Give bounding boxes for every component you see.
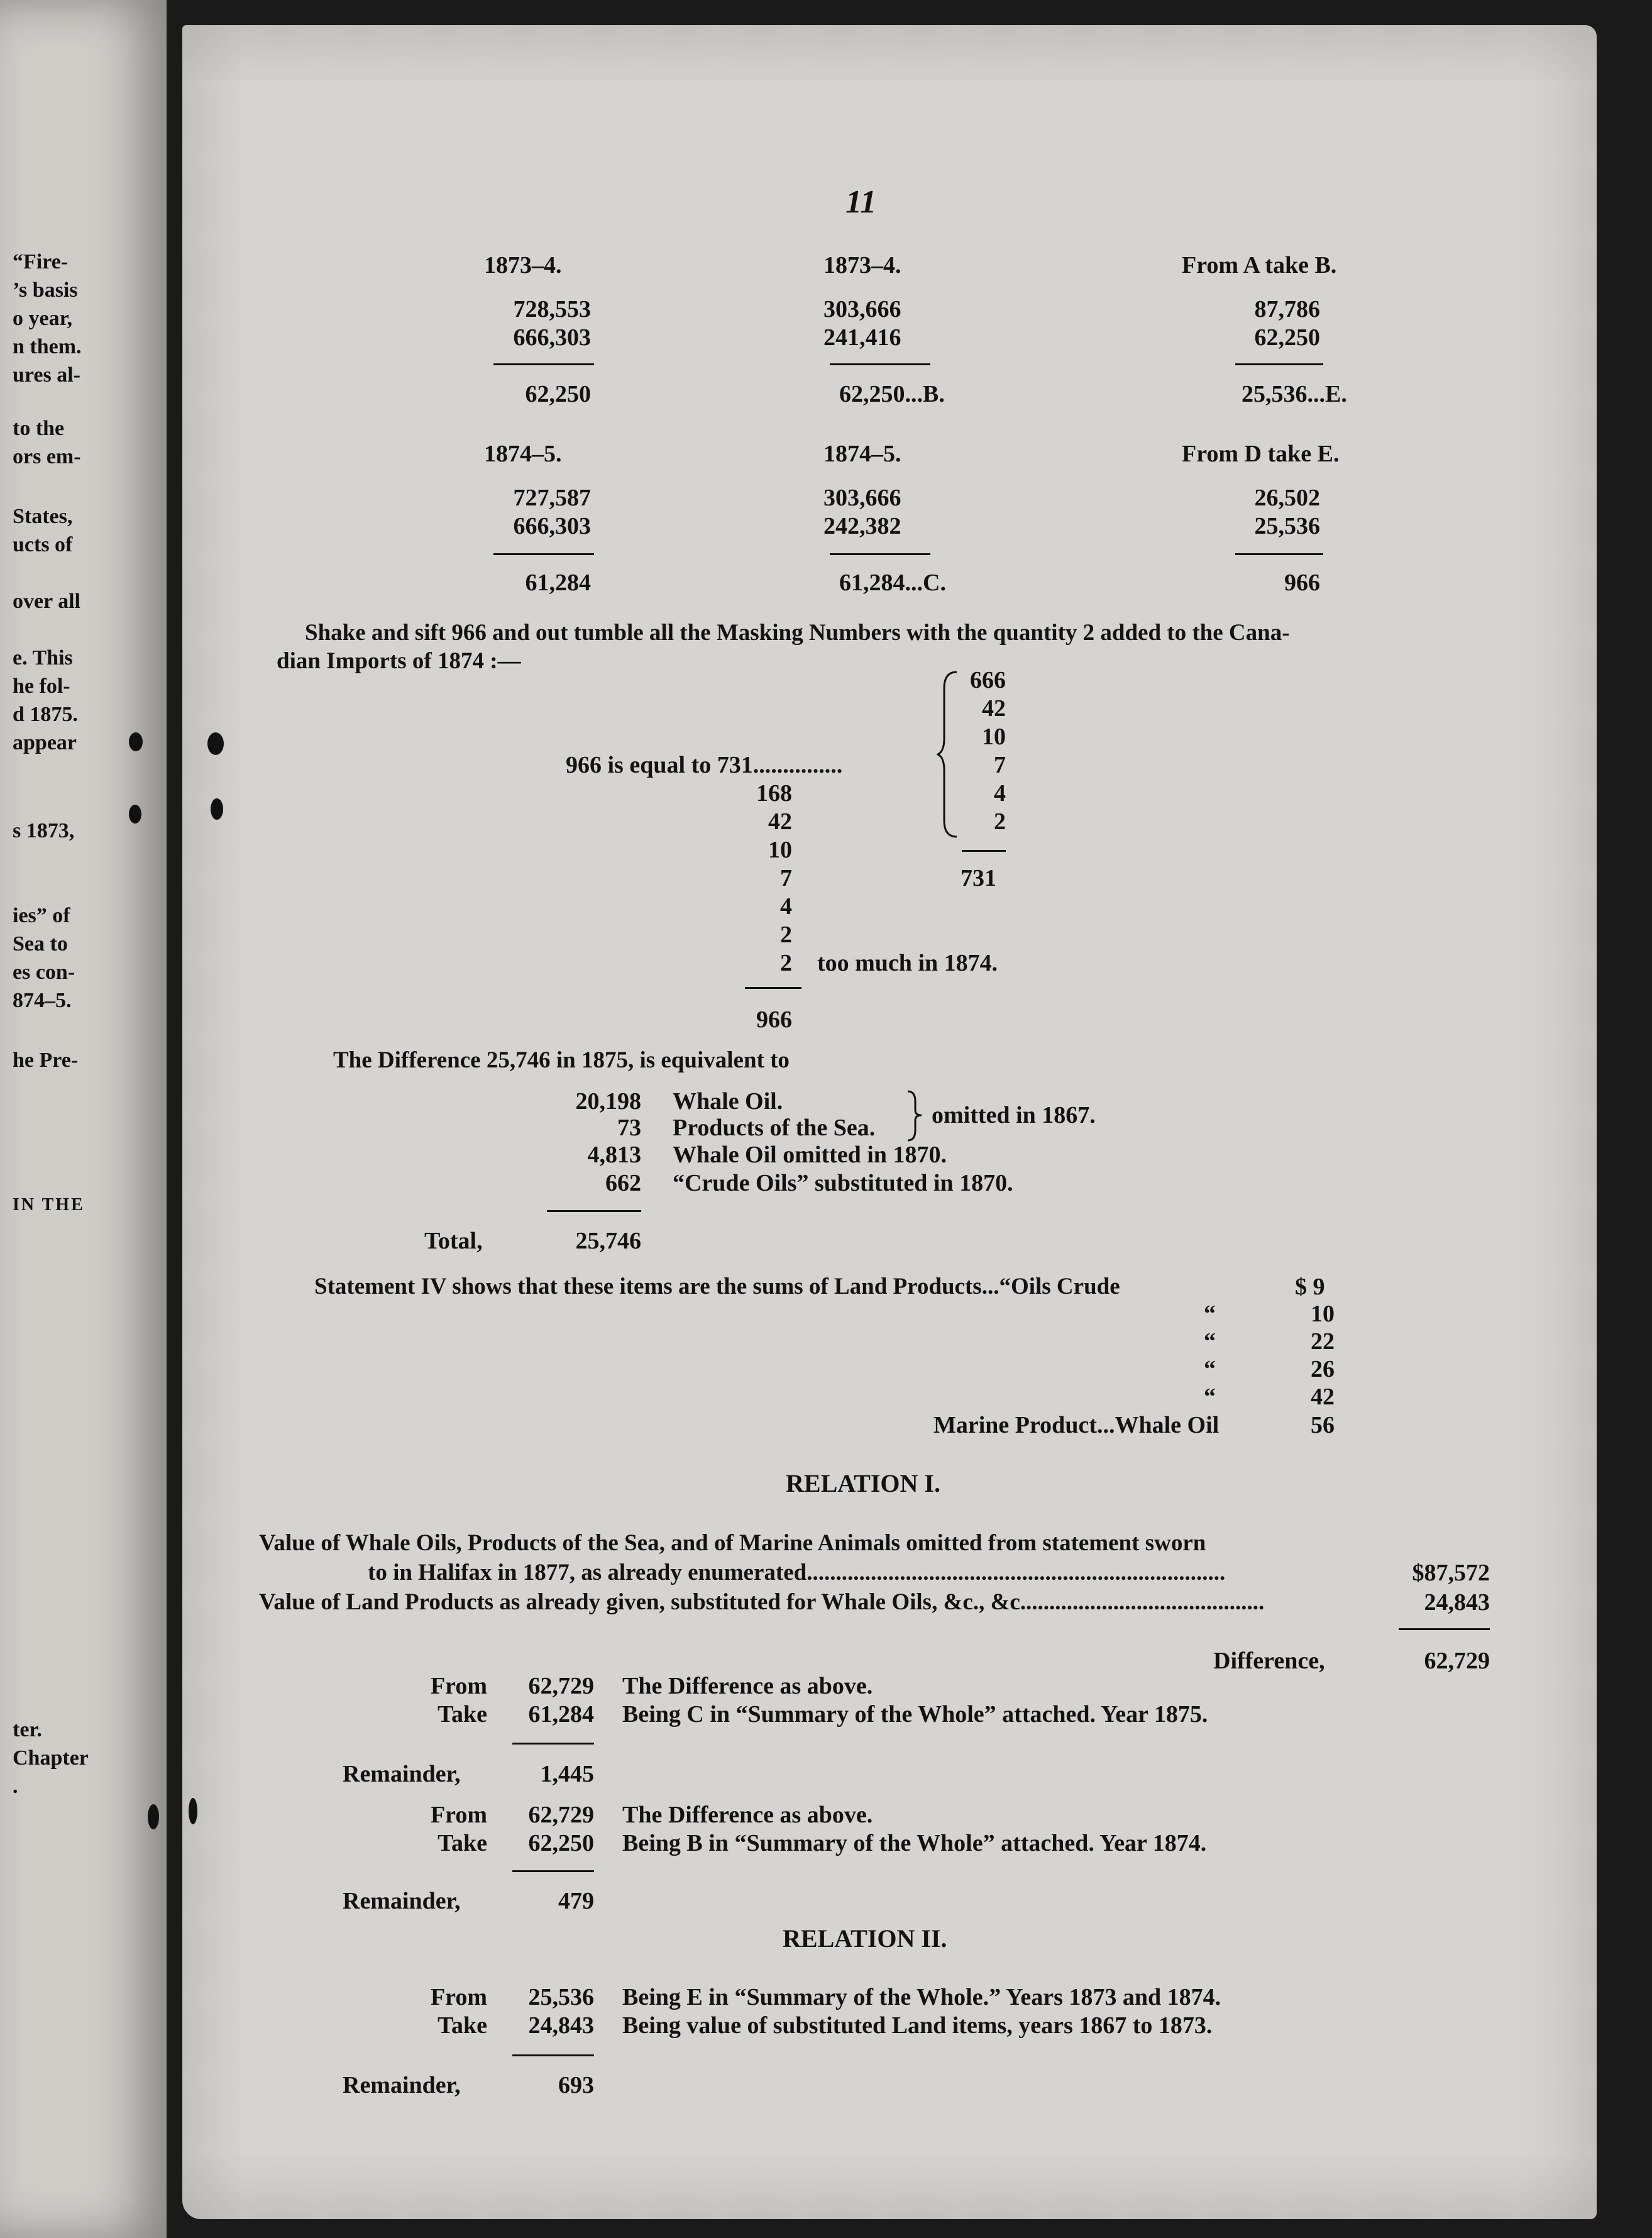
margin-line: appear [13, 731, 77, 754]
col2-value: 303,666 [823, 485, 901, 511]
sum-rule [830, 363, 930, 365]
hole-mark [207, 732, 224, 755]
calc-from-desc: The Difference as above. [622, 1673, 873, 1699]
omitted-note: omitted in 1867. [932, 1102, 1096, 1128]
sum-rule [1399, 1628, 1490, 1630]
breakdown-right-item: 2 [994, 808, 1006, 835]
calc-from-value: 62,729 [528, 1802, 594, 1828]
breakdown-right-item: 7 [994, 752, 1006, 778]
calc-from-desc: The Difference as above. [622, 1802, 873, 1828]
margin-line: n them. [13, 335, 82, 358]
col2-result: 62,250...B. [839, 381, 945, 407]
difference-amount: 4,813 [587, 1142, 641, 1168]
margin-line: s 1873, [13, 819, 75, 842]
oil-value: 42 [1311, 1384, 1335, 1410]
margin-line: . [13, 1775, 18, 1798]
sum-rule [962, 850, 1006, 852]
breakdown-right-item: 42 [982, 695, 1006, 722]
rel1-line2: to in Halifax in 1877, as already enumerated........................................................................ [368, 1560, 1226, 1585]
margin-line: o year, [13, 307, 73, 330]
calc-take-label: Take [438, 1701, 487, 1728]
margin-line: e. This [13, 646, 73, 670]
calc-take-value: 24,843 [528, 2012, 594, 2039]
equal-label: 966 is equal to 731............... [566, 752, 843, 778]
col1-heading-2: 1874–5. [484, 441, 562, 467]
margin-line: to the [13, 417, 65, 440]
breakdown-left-item: 42 [768, 808, 792, 835]
margin-line: he Pre- [13, 1049, 79, 1072]
oil-value: $ 9 [1295, 1274, 1325, 1300]
col3-value: 87,786 [1254, 296, 1320, 322]
margin-line: over all [13, 590, 80, 613]
margin-line: States, [13, 505, 73, 528]
hole-mark [211, 798, 223, 820]
col1-value: 666,303 [513, 513, 591, 539]
col3-heading-2: From D take E. [1182, 441, 1340, 467]
difference-desc: “Crude Oils” substituted in 1870. [673, 1170, 1013, 1196]
difference-label: Difference, [1213, 1648, 1325, 1674]
margin-line: ’s basis [13, 278, 78, 302]
col1-value: 666,303 [513, 324, 591, 351]
left-page-edge [0, 0, 167, 2238]
difference-desc: Products of the Sea. [673, 1115, 876, 1141]
col2-value: 303,666 [823, 296, 901, 322]
ditto-mark: “ [1204, 1301, 1216, 1327]
breakdown-left-item: 4 [780, 893, 792, 920]
calc-from-label: From [430, 1673, 487, 1699]
sum-rule [830, 553, 930, 555]
difference-amount: 73 [617, 1115, 641, 1141]
col3-value: 26,502 [1254, 485, 1320, 511]
margin-line: ures al- [13, 363, 80, 387]
calc-take-value: 62,250 [528, 1830, 594, 1856]
oil-value: 22 [1311, 1328, 1335, 1355]
rel1-value: 24,843 [1424, 1589, 1490, 1616]
difference-amount: 20,198 [575, 1088, 641, 1115]
rel1-value: $87,572 [1412, 1560, 1490, 1586]
margin-line: “Fire- [13, 250, 69, 273]
rel1-line1: Value of Whale Oils, Products of the Sea, and of Marine Animals omitted from statement sworn [259, 1530, 1206, 1556]
calc-take-desc: Being C in “Summary of the Whole” attached. Year 1875. [622, 1701, 1208, 1728]
calc-remainder-value: 1,445 [540, 1761, 594, 1787]
difference-desc: Whale Oil omitted in 1870. [673, 1142, 947, 1168]
sum-rule [493, 363, 594, 365]
col2-value: 241,416 [823, 324, 901, 351]
calc-remainder-value: 479 [558, 1888, 594, 1914]
calc-take-value: 61,284 [528, 1701, 594, 1728]
sum-rule [512, 2054, 594, 2056]
col3-value: 62,250 [1254, 324, 1320, 351]
col3-result: 25,536...E. [1242, 381, 1347, 407]
breakdown-left-item: 2 [780, 950, 792, 976]
calc-take-label: Take [438, 2012, 487, 2039]
col1-value: 728,553 [513, 296, 591, 322]
breakdown-right-item: 4 [994, 780, 1006, 807]
hole-mark [129, 805, 141, 824]
margin-line: ucts of [13, 533, 73, 556]
oil-value: 26 [1311, 1356, 1335, 1382]
margin-line: ors em- [13, 445, 81, 468]
rel1-line3: Value of Land Products as already given, substituted for Whale Oils, &c., &c.......................................... [259, 1589, 1265, 1615]
col1-result: 62,250 [525, 381, 591, 407]
col2-heading-2: 1874–5. [823, 441, 901, 467]
difference-amount: 662 [605, 1170, 641, 1196]
col2-heading-1: 1873–4. [823, 252, 901, 278]
breakdown-left-item: 10 [768, 837, 792, 863]
calc-take-desc: Being B in “Summary of the Whole” attached. Year 1874. [622, 1830, 1207, 1856]
col3-heading-1: From A take B. [1182, 252, 1337, 278]
sum-rule [745, 987, 801, 989]
hole-mark [129, 732, 143, 751]
calc-remainder-value: 693 [558, 2072, 594, 2098]
sum-rule [493, 553, 594, 555]
margin-line: d 1875. [13, 703, 78, 726]
col2-value: 242,382 [823, 513, 901, 539]
hole-mark [189, 1798, 197, 1824]
col1-value: 727,587 [513, 485, 591, 511]
hole-mark [148, 1804, 159, 1829]
col2-result: 61,284...C. [839, 570, 946, 596]
margin-line: ies” of [13, 904, 70, 927]
sum-rule [1235, 363, 1323, 365]
calc-take-label: Take [438, 1830, 487, 1856]
ditto-mark: “ [1204, 1328, 1216, 1355]
margin-line: es con- [13, 961, 75, 984]
breakdown-left-item: 7 [780, 865, 792, 891]
omitted-brace [905, 1089, 924, 1142]
margin-line: Sea to [13, 932, 68, 956]
ditto-mark: “ [1204, 1384, 1216, 1410]
col3-value: 25,536 [1254, 513, 1320, 539]
difference-intro: The Difference 25,746 in 1875, is equivalent to [333, 1047, 790, 1073]
calc-from-value: 62,729 [528, 1673, 594, 1699]
page-number: 11 [845, 184, 877, 220]
calc-from-label: From [430, 1802, 487, 1828]
breakdown-left-item: 168 [756, 780, 792, 807]
marine-value: 56 [1311, 1412, 1335, 1438]
ditto-mark: “ [1204, 1356, 1216, 1382]
difference-value: 62,729 [1424, 1648, 1490, 1674]
calc-remainder-label: Remainder, [343, 2072, 461, 2098]
breakdown-note: too much in 1874. [817, 950, 998, 976]
margin-line: IN THE [13, 1195, 85, 1215]
oil-value: 10 [1311, 1301, 1335, 1327]
col1-result: 61,284 [525, 570, 591, 596]
relation1-title: RELATION I. [786, 1469, 940, 1497]
sum-rule [547, 1210, 641, 1212]
sum-rule [512, 1743, 594, 1745]
margin-line: he fol- [13, 675, 70, 698]
margin-line: Chapter [13, 1746, 89, 1770]
shake-line-2: dian Imports of 1874 :— [277, 648, 521, 674]
col1-heading-1: 1873–4. [484, 252, 562, 278]
statement-iv: Statement IV shows that these items are the sums of Land Products...“Oils Crude [314, 1274, 1120, 1299]
breakdown-right-item: 10 [982, 724, 1006, 750]
breakdown-total: 966 [756, 1006, 792, 1033]
relation2-title: RELATION II. [783, 1924, 947, 1953]
breakdown-right-total: 731 [961, 865, 996, 891]
shake-line-1: Shake and sift 966 and out tumble all the Masking Numbers with the quantity 2 added to the Cana- [305, 620, 1290, 646]
calc-remainder-label: Remainder, [343, 1888, 461, 1914]
calc-from-label: From [430, 1984, 487, 2010]
sum-rule [1235, 553, 1323, 555]
calc-from-value: 25,536 [528, 1984, 594, 2010]
total-label: Total, [424, 1228, 483, 1254]
breakdown-right-item: 666 [970, 667, 1006, 693]
margin-line: ter. [13, 1718, 42, 1741]
total-value: 25,746 [575, 1228, 641, 1254]
difference-desc: Whale Oil. [673, 1088, 783, 1115]
margin-line: 874–5. [13, 989, 72, 1012]
col3-result: 966 [1284, 570, 1320, 596]
sum-rule [512, 1870, 594, 1872]
calc-from-desc: Being E in “Summary of the Whole.” Years 1873 and 1874. [622, 1984, 1221, 2010]
calc-remainder-label: Remainder, [343, 1761, 461, 1787]
breakdown-left-item: 2 [780, 922, 792, 948]
calc-take-desc: Being value of substituted Land items, years 1867 to 1873. [622, 2012, 1213, 2039]
marine-label: Marine Product...Whale Oil [933, 1412, 1220, 1438]
